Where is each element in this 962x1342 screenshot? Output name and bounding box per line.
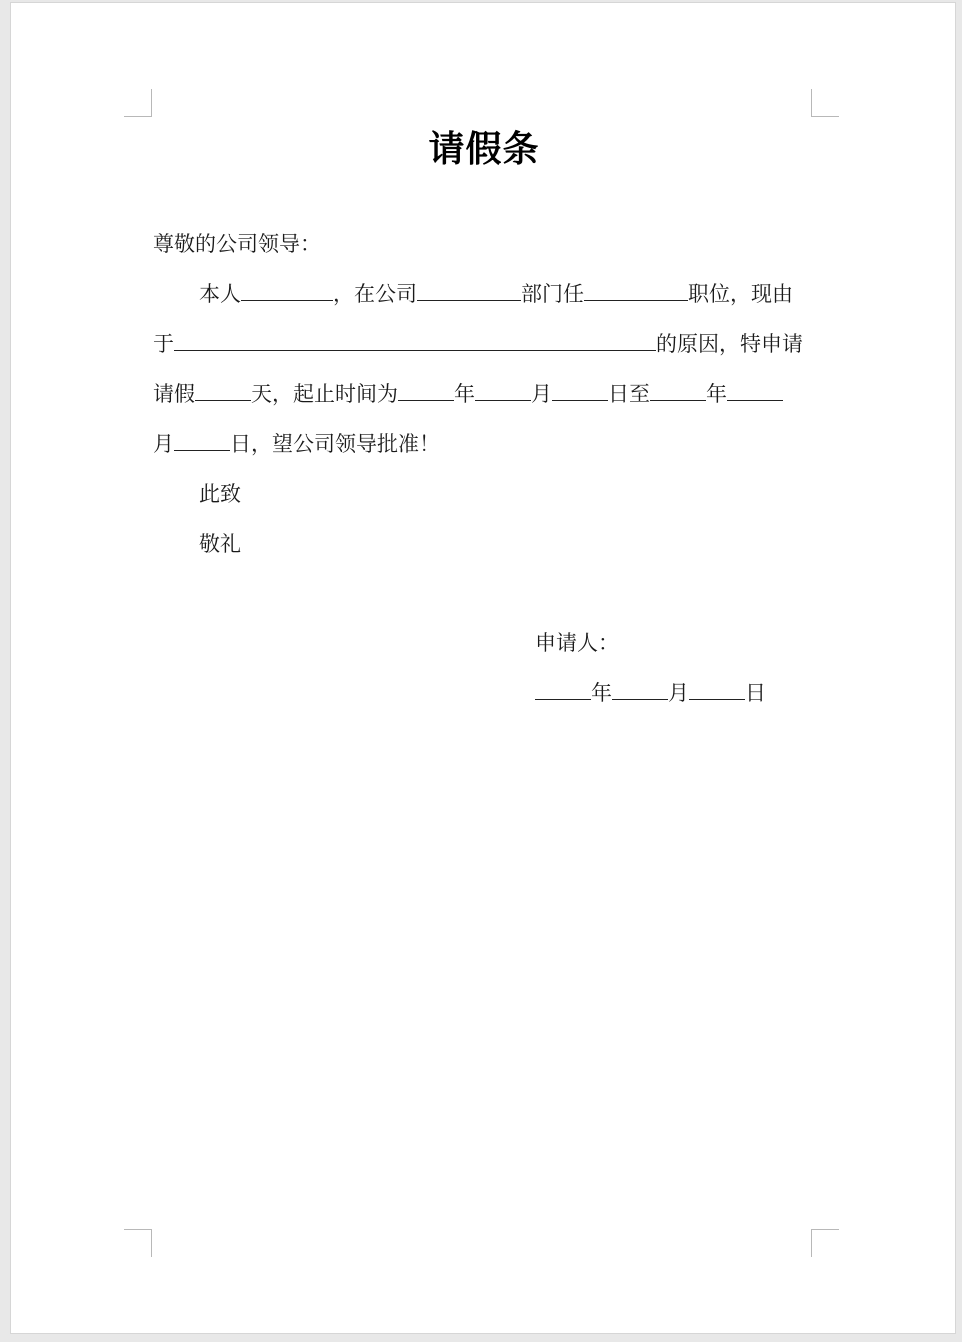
body-text: 于 [153,332,174,356]
end-year-blank[interactable] [650,380,706,401]
closing-line-2: 敬礼 [199,532,241,556]
department-blank[interactable] [417,280,521,301]
body-text: 部门任 [521,282,584,306]
body-text: 的原因，特申请 [656,332,803,356]
reason-blank[interactable] [174,330,656,351]
start-day-blank[interactable] [552,380,608,401]
margin-mark-bottom-right [811,1229,839,1257]
date-month-label: 月 [668,681,689,705]
end-day-blank[interactable] [174,430,230,451]
body-text: 日至 [608,382,650,406]
body-line-4 [153,430,440,458]
applicant-label: 申请人： [535,631,619,655]
body-line-1 [199,280,793,308]
body-text: 年 [706,382,727,406]
signature-date [535,679,766,707]
body-text: 月 [153,432,174,456]
margin-mark-top-left [124,89,152,117]
body-text: 月 [531,382,552,406]
start-year-blank[interactable] [398,380,454,401]
document-title: 请假条 [428,128,540,170]
sign-year-blank[interactable] [535,679,591,700]
body-text: ，在公司 [333,282,417,306]
sign-day-blank[interactable] [689,679,745,700]
margin-mark-top-right [811,89,839,117]
body-text: 日，望公司领导批准！ [230,432,440,456]
body-line-2 [153,330,803,358]
salutation: 尊敬的公司领导： [153,232,321,256]
body-text: 年 [454,382,475,406]
date-year-label: 年 [591,681,612,705]
sign-month-blank[interactable] [612,679,668,700]
margin-mark-bottom-left [124,1229,152,1257]
body-text: 职位，现由 [688,282,793,306]
body-text: 天，起止时间为 [251,382,398,406]
body-text: 请假 [153,382,195,406]
body-text: 本人 [199,282,241,306]
date-day-label: 日 [745,681,766,705]
position-blank[interactable] [584,280,688,301]
start-month-blank[interactable] [475,380,531,401]
days-blank[interactable] [195,380,251,401]
closing-line-1: 此致 [199,482,241,506]
end-month-blank[interactable] [727,380,783,401]
name-blank[interactable] [241,280,333,301]
body-line-3 [153,380,783,408]
document-page [10,2,956,1334]
